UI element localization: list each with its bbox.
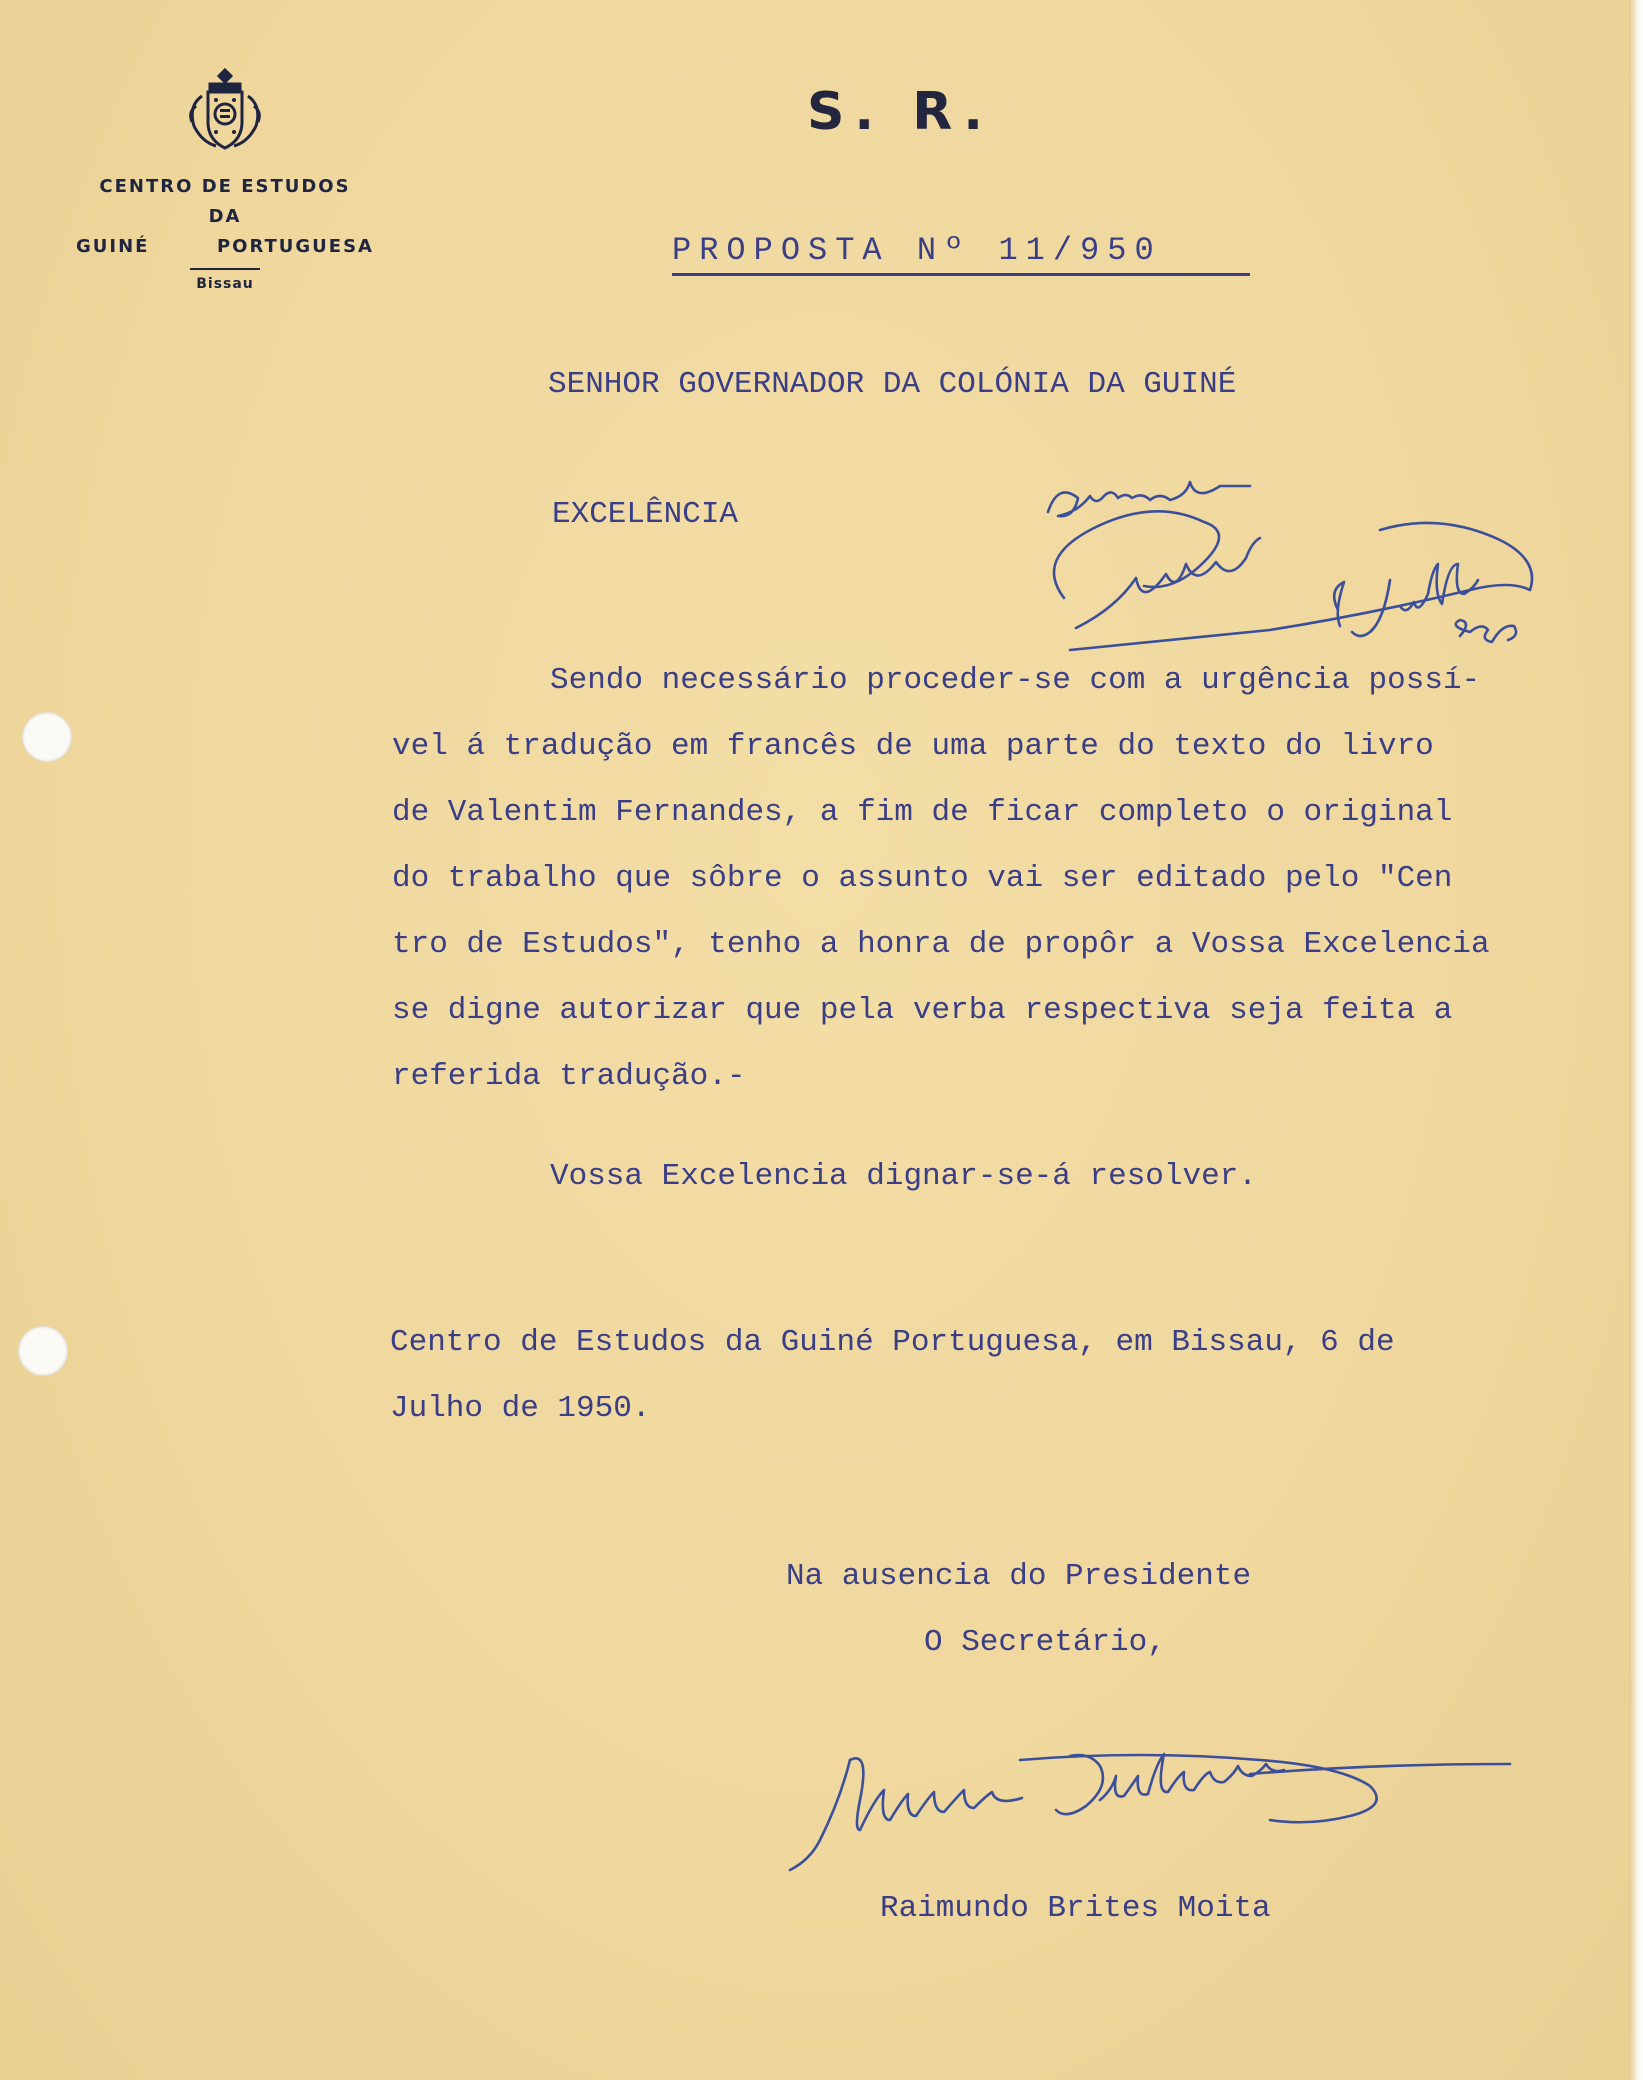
body-line: do trabalho que sôbre o assunto vai ser editado pelo "Cen (392, 861, 1453, 896)
place-date-line: Julho de 1950. (390, 1391, 651, 1426)
body-line: Sendo necessário proceder-se com a urgência possí- (550, 663, 1481, 698)
secretary-signature (770, 1740, 1550, 1890)
salutation: EXCELÊNCIA (552, 497, 739, 532)
service-mark: S. R. (806, 82, 994, 142)
body-paragraph (392, 648, 1572, 1110)
coat-of-arms-icon (180, 62, 270, 162)
letterhead-rule (190, 268, 260, 270)
body-line: vel á tradução em francês de uma parte do texto do livro (392, 729, 1434, 764)
punch-hole-top (22, 712, 72, 762)
punch-hole-bottom (18, 1326, 68, 1376)
place-and-date (390, 1310, 1395, 1442)
letterhead-portuguesa: PORTUGUESA (216, 236, 374, 257)
letterhead-city: Bissau (196, 276, 254, 292)
addressee: SENHOR GOVERNADOR DA COLÓNIA DA GUINÉ (548, 367, 1237, 402)
body-line: de Valentim Fernandes, a fim de ficar completo o original (392, 795, 1453, 830)
body-line: referida tradução.- (392, 1059, 746, 1094)
letterhead-guine: GUINÉ (76, 236, 150, 257)
letterhead (70, 62, 380, 294)
closing-line: Vossa Excelencia dignar-se-á resolver. (550, 1159, 1257, 1194)
letterhead-line-1: CENTRO DE ESTUDOS (99, 176, 351, 197)
signatory-name: Raimundo Brites Moita (880, 1891, 1271, 1926)
proposal-number: PROPOSTA Nº 11/950 (672, 232, 1250, 276)
body-line: se digne autorizar que pela verba respectiva seja feita a (392, 993, 1453, 1028)
letterhead-line-2: DA (208, 206, 242, 227)
absence-line: Na ausencia do Presidente (786, 1559, 1252, 1594)
secretary-title: O Secretário, (924, 1625, 1166, 1660)
handwritten-authorisation-signature (1040, 460, 1550, 670)
page-edge (1629, 0, 1643, 2080)
body-line: tro de Estudos", tenho a honra de propôr a Vossa Excelencia (392, 927, 1490, 962)
letterhead-line-3 (70, 232, 380, 262)
place-date-line: Centro de Estudos da Guiné Portuguesa, em Bissau, 6 de (390, 1325, 1395, 1360)
